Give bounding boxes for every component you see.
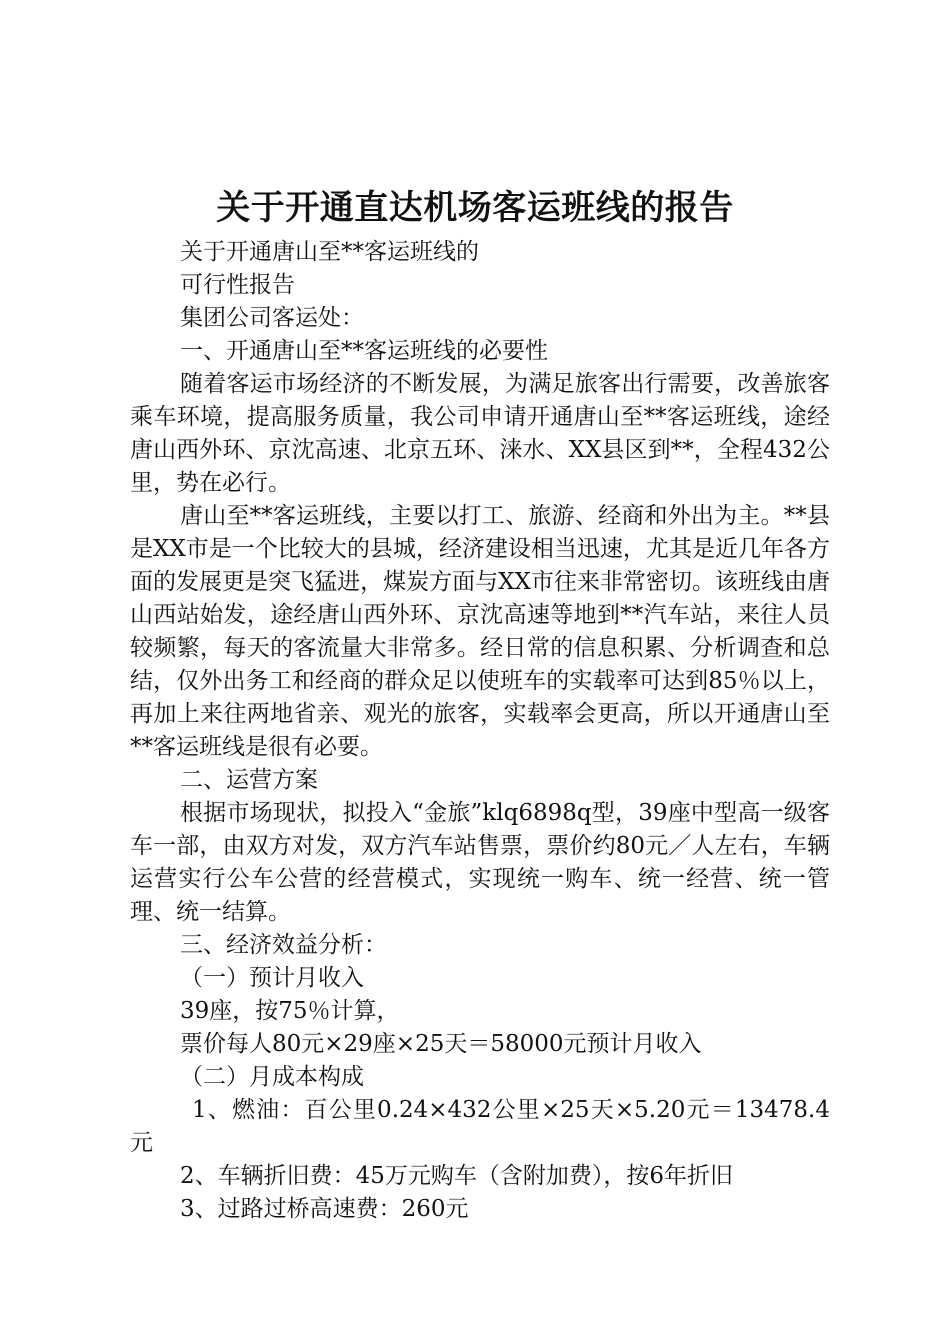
paragraph-income-calc: 票价每人80元×29座×25天＝58000元预计月收入 bbox=[180, 1031, 702, 1057]
document-title: 关于开通直达机场客运班线的报告 bbox=[216, 188, 734, 228]
paragraph-depreciation: 2、车辆折旧费：45万元购车（含附加费），按6年折旧 bbox=[180, 1163, 734, 1189]
section-heading-operation: 二、运营方案 bbox=[180, 767, 318, 793]
paragraph-operation: 根据市场现状，拟投入“金旅”klq6898q型，39座中型高一级客车一部，由双方对发，双方汽车站售票，票价约80元／人左右，车辆运营实行公车公营的经营模式，实现统一购车、统一经营、统一管理、统一结算。 bbox=[130, 800, 830, 925]
subheading-monthly-cost: （二）月成本构成 bbox=[180, 1064, 364, 1090]
paragraph-seat-rate: 39座，按75％计算， bbox=[180, 998, 400, 1024]
paragraph-addressee: 集团公司客运处： bbox=[180, 305, 364, 331]
section-heading-benefit: 三、经济效益分析： bbox=[180, 932, 387, 958]
paragraph-report-heading-1: 关于开通唐山至**客运班线的 bbox=[180, 239, 479, 265]
document-body bbox=[130, 236, 830, 1226]
paragraph-fuel-cost: 1、燃油：百公里0.24×432公里×25天×5.20元＝13478.4元 bbox=[130, 1097, 830, 1156]
paragraph-necessity-2: 唐山至**客运班线，主要以打工、旅游、经商和外出为主。**县是XX市是一个比较大的县城，经济建设相当迅速，尤其是近几年各方面的发展更是突飞猛进，煤炭方面与XX市往来非常密切。该班线由唐山西站始发，途经唐山西外环、京沈高速等地到**汽车站，来往人员较频繁，每天的客流量大非常多。经日常的信息积累、分析调查和总结，仅外出务工和经商的群众足以使班车的实载率可达到85％以上，再加上来往两地省亲、观光的旅客，实载率会更高，所以开通唐山至**客运班线是很有必要。 bbox=[130, 503, 830, 760]
paragraph-report-heading-2: 可行性报告 bbox=[180, 272, 295, 298]
paragraph-necessity-1: 随着客运市场经济的不断发展，为满足旅客出行需要，改善旅客乘车环境，提高服务质量，我公司申请开通唐山至**客运班线，途经唐山西外环、京沈高速、北京五环、涞水、XX县区到**，全程432公里，势在必行。 bbox=[130, 371, 830, 496]
subheading-monthly-income: （一）预计月收入 bbox=[180, 965, 364, 991]
paragraph-toll-fee: 3、过路过桥高速费：260元 bbox=[180, 1196, 469, 1222]
section-heading-necessity: 一、开通唐山至**客运班线的必要性 bbox=[180, 338, 548, 364]
